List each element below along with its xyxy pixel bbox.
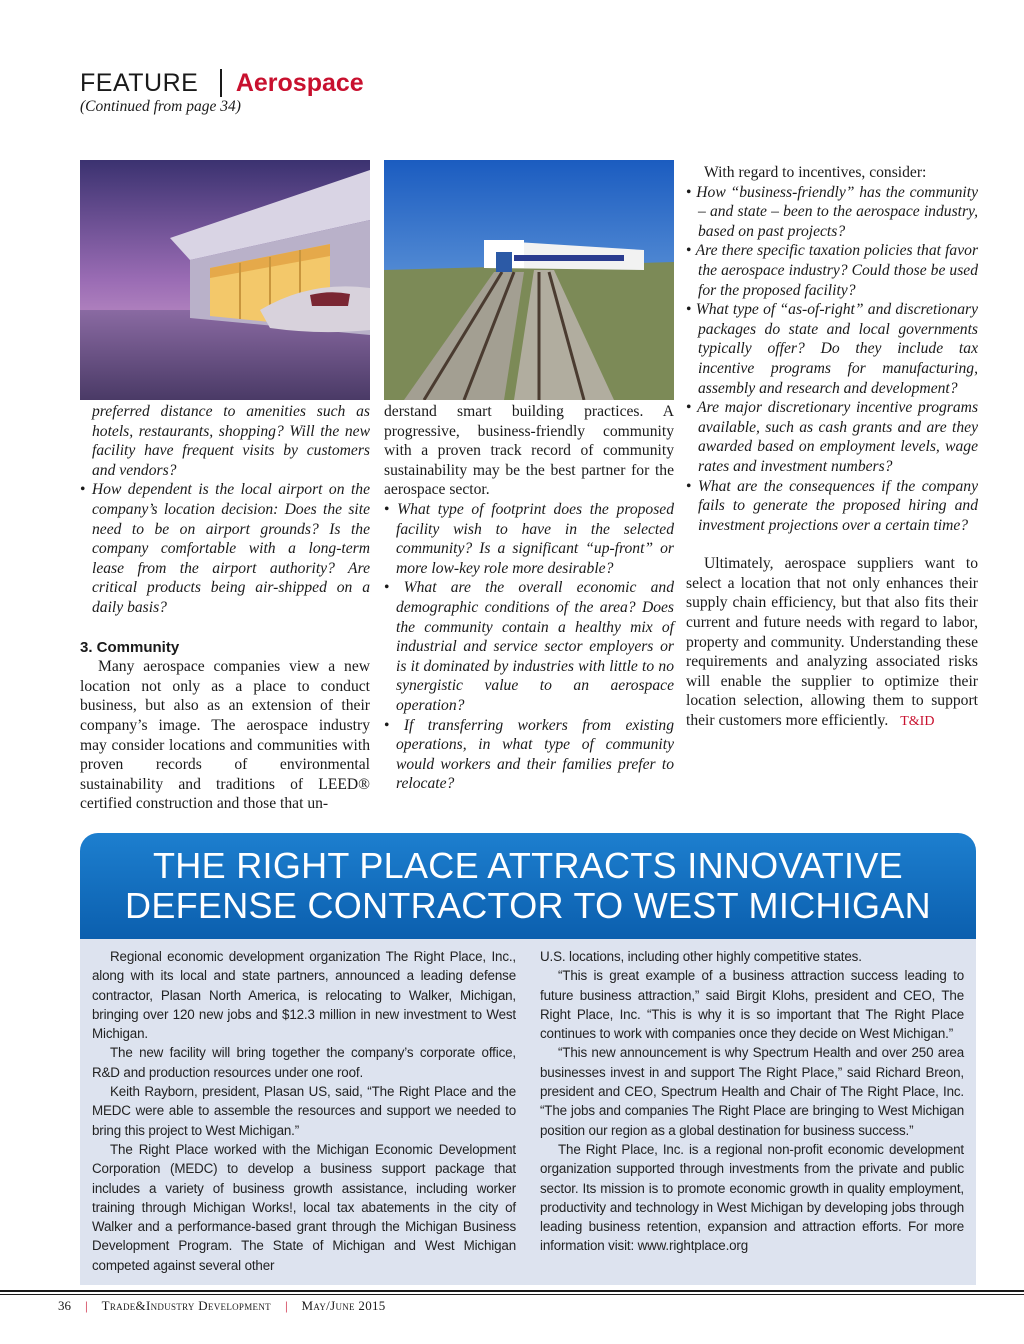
- header-divider: [220, 69, 222, 97]
- hangar-illustration: [80, 160, 370, 400]
- sidebar-paragraph: The new facility will bring together the company’s corporate office, R&D and production resources under one roof.: [92, 1045, 516, 1080]
- column-3-bullet-4: • Are major discretionary incentive programs available, such as cash grants and are they awarded based on employment levels, wage rates and investment numbers?: [686, 398, 978, 476]
- column-2-bullet-2: • What are the overall economic and demographic conditions of the area? Does the community contain a healthy mix of industrial and service sector employers or is it dominated by industries with little to no synergistic value to an aerospace operation?: [384, 578, 674, 715]
- sidebar-paragraph: The Right Place worked with the Michigan Economic Development Corporation (MEDC) to develop a business support package that includes a variety of business growth assistance, including worker training through Michigan Works!, local tax abatements in the city of Walker and a performance-based grant through the Michigan Business Development Program. The State of Michigan and West Michigan competed against several other: [92, 1141, 516, 1273]
- footer-rule: [0, 1290, 1024, 1292]
- article-column-2: [384, 402, 674, 794]
- column-3-bullet-1: • How “business-friendly” has the community – and state – been to the aerospace industry, based on past projects?: [686, 183, 978, 242]
- sidebar-paragraph: U.S. locations, including other highly competitive states.: [540, 949, 862, 964]
- sidebar-column-1: [92, 947, 516, 1275]
- sidebar-box: [80, 833, 976, 1285]
- footer-separator: |: [284, 1298, 288, 1313]
- column-1-bullet: • How dependent is the local airport on the company’s location decision: Does the site need to be on airport grounds? Is the company comfortable with a long-term lease from the airport authority? Are critical products being air-shipped on a daily basis?: [80, 480, 370, 617]
- column-3-bullet-3: • What type of “as-of-right” and discretionary packages do state and local governments typically offer? Do they include tax incentive programs for manufacturing, assembly and research and development?: [686, 300, 978, 398]
- feature-label: FEATURE: [80, 68, 199, 97]
- rail-illustration: [384, 160, 674, 400]
- sidebar-paragraph: “This is great example of a business attraction success leading to future business attraction,” said Birgit Klohs, president and CEO, The Right Place, Inc. “This is why it is so important that The Right Place continues to work with companies once they decide on West Michigan.”: [540, 968, 964, 1042]
- column-3-intro: With regard to incentives, consider:: [704, 164, 927, 181]
- article-column-1: [80, 402, 370, 814]
- footer-separator: |: [85, 1298, 88, 1313]
- sidebar-paragraph: Keith Rayborn, president, Plasan US, said, “The Right Place and the MEDC were able to assemble the resources and support we needed to bring this project to West Michigan.”: [92, 1084, 516, 1138]
- column-3-bullet-5: • What are the consequences if the company fails to generate the proposed hiring and investment projections over a certain time?: [686, 477, 978, 536]
- publication-name: Trade&Industry Development: [101, 1298, 271, 1313]
- footer-rule-thin: [0, 1294, 1024, 1295]
- subhead-community: 3. Community: [80, 638, 180, 656]
- page-footer: [58, 1298, 386, 1314]
- column-2-paragraph: derstand smart building practices. A progressive, business-friendly community with a proven track record of community sustainability may be the best partner for the aerospace sector.: [384, 403, 674, 499]
- issue-date: May/June 2015: [301, 1298, 386, 1313]
- sidebar-paragraph: The Right Place, Inc. is a regional non-profit economic development organization supported through investments from the private and public sector. Its mission is to promote economic growth in quality employment, productivity and technology in West Michigan by developing jobs through leading business retention, expansion and attraction efforts. For more information visit: www.rightplace.org: [540, 1141, 964, 1254]
- page-header: [80, 66, 364, 100]
- hangar-photo: [80, 160, 370, 400]
- continued-note: (Continued from page 34): [80, 98, 241, 115]
- column-1-intro: preferred distance to amenities such as hotels, restaurants, shopping? Will the new facility have frequent visits by customers and vendors?: [92, 403, 370, 479]
- sidebar-title-line-1: THE RIGHT PLACE ATTRACTS INNOVATIVE: [153, 845, 903, 886]
- page-number: 36: [58, 1298, 71, 1313]
- rail-photo: [384, 160, 674, 400]
- sidebar-title-line-2: DEFENSE CONTRACTOR TO WEST MICHIGAN: [125, 885, 931, 926]
- sidebar-column-2: [540, 947, 964, 1256]
- column-3-conclusion: [686, 554, 978, 731]
- section-label: Aerospace: [235, 68, 364, 97]
- conclusion-text: Ultimately, aerospace suppliers want to select a location that not only enhances their supply chain efficiency, but that also fits their current and future needs with regard to labor, property and community. Understanding these requirements and analyzing associated risks will enable the supplier to optimize their location selection, allowing them to support their customers more efficiently.: [686, 555, 978, 730]
- sidebar-paragraph: “This new announcement is why Spectrum Health and over 250 area businesses invest in and support The Right Place,” said Richard Breon, president and CEO, Spectrum Health and Chair of The Right Place, Inc. “The jobs and companies The Right Place are bringing to West Michigan position our region as a global destination for business success.”: [540, 1045, 964, 1138]
- article-column-3: [686, 163, 978, 732]
- sidebar-paragraph: Regional economic development organization The Right Place, Inc., along with its local and state partners, announced a leading defense contractor, Plasan North America, is relocating to Walker, Michigan, bringing over 120 new jobs and $12.3 million in new investment to West Michigan.: [92, 949, 516, 1042]
- sidebar-title: [125, 846, 931, 926]
- column-1-paragraph: Many aerospace companies view a new location not only as a place to conduct business, but also as an extension of their company’s image. The aerospace industry may consider locations and communities with proven records of environmental sustainability and traditions of LEED® certified construction and those that un-: [80, 658, 370, 813]
- end-mark: T&ID: [900, 714, 935, 730]
- column-2-bullet-1: • What type of footprint does the proposed facility wish to have in the selected community? Is a significant “up-front” or more low-key role more desirable?: [384, 500, 674, 578]
- sidebar-header: [80, 833, 976, 939]
- column-3-bullet-2: • Are there specific taxation policies that favor the aerospace industry? Could those be used for the proposed facility?: [686, 241, 978, 300]
- column-2-bullet-3: • If transferring workers from existing operations, in what type of community would workers and their families prefer to relocate?: [384, 716, 674, 794]
